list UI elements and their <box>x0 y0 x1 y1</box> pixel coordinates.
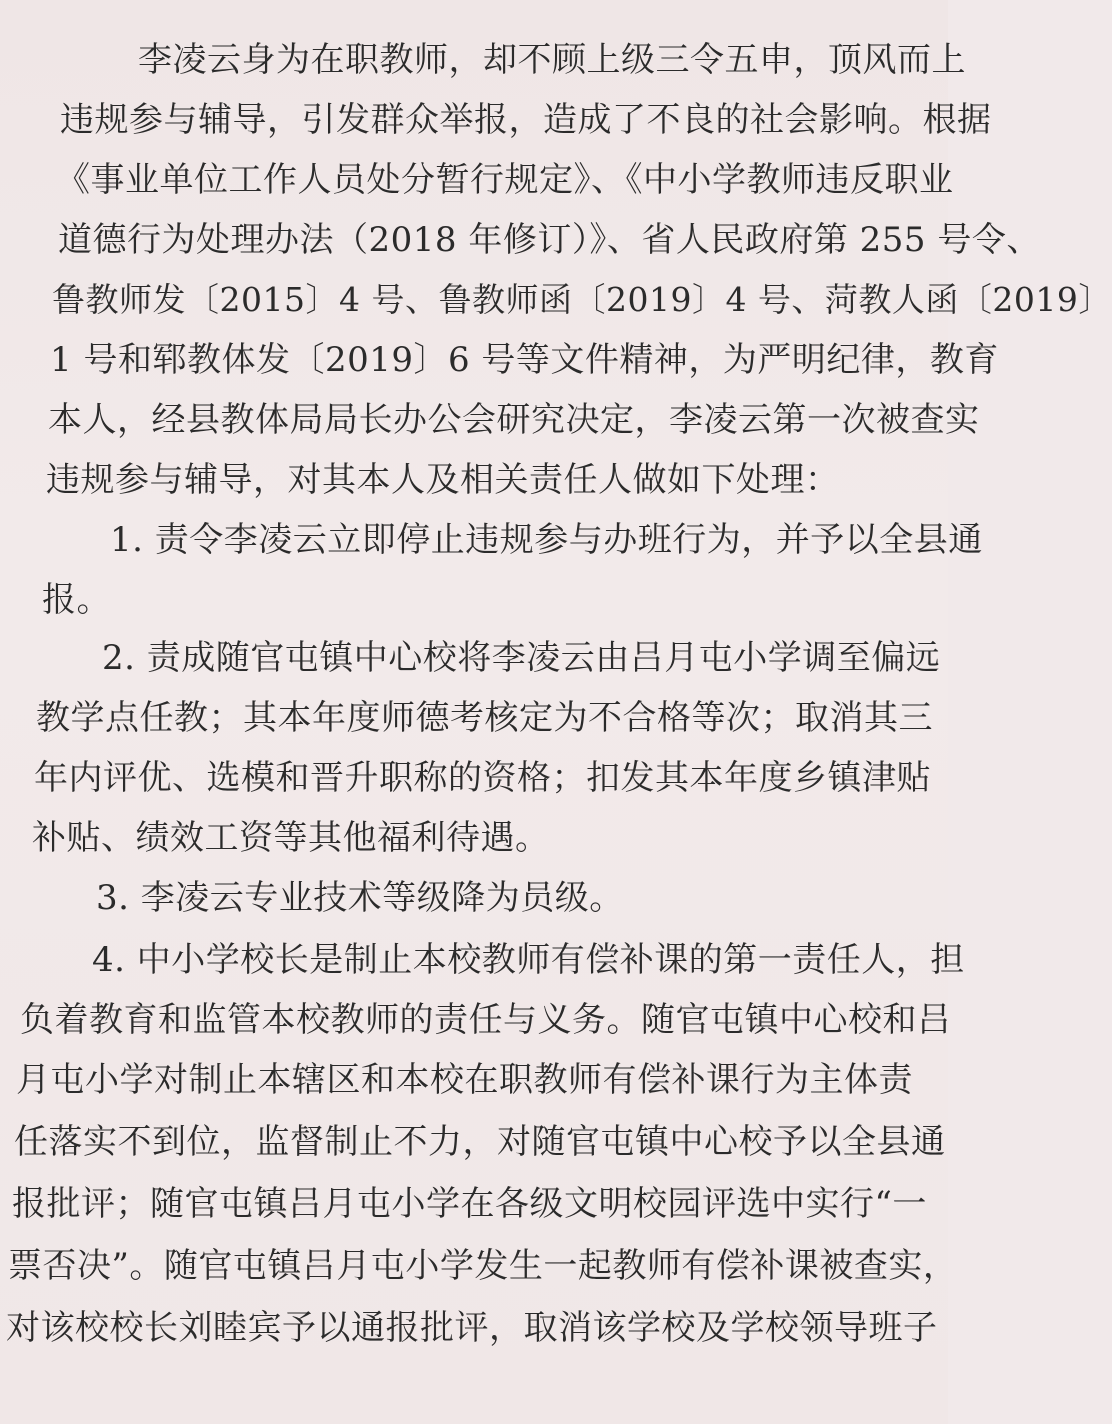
text-line: 票否决”。随官屯镇吕月屯小学发生一起教师有偿补课被查实， <box>8 1246 958 1286</box>
text-line: 《事业单位工作人员处分暂行规定》、《中小学教师违反职业 <box>56 160 954 200</box>
text-line: 违规参与辅导，引发群众举报，造成了不良的社会影响。根据 <box>60 100 992 140</box>
text-line: 负着教育和监管本校教师的责任与义务。随官屯镇中心校和吕 <box>20 1000 952 1040</box>
text-line: 1 号和郓教体发〔2019〕6 号等文件精神，为严明纪律，教育 <box>50 340 999 380</box>
text-line: 3. 李凌云专业技术等级降为员级。 <box>96 878 624 918</box>
text-line: 报批评；随官屯镇吕月屯小学在各级文明校园评选中实行“一 <box>12 1184 927 1224</box>
text-line: 报。 <box>42 580 111 620</box>
text-line: 道德行为处理办法（2018 年修订）》、省人民政府第 255 号令、 <box>58 220 1041 260</box>
text-line: 1. 责令李凌云立即停止违规参与办班行为，并予以全县通 <box>110 520 983 560</box>
text-line: 2. 责成随官屯镇中心校将李凌云由吕月屯小学调至偏远 <box>102 638 941 678</box>
text-line: 违规参与辅导，对其本人及相关责任人做如下处理： <box>46 460 840 500</box>
text-line: 月屯小学对制止本辖区和本校在职教师有偿补课行为主体责 <box>16 1060 913 1100</box>
text-line: 本人，经县教体局局长办公会研究决定，李凌云第一次被查实 <box>48 400 980 440</box>
text-line: 补贴、绩效工资等其他福利待遇。 <box>32 818 550 858</box>
text-line: 年内评优、选模和晋升职称的资格；扣发其本年度乡镇津贴 <box>34 758 931 798</box>
text-line: 教学点任教；其本年度师德考核定为不合格等次；取消其三 <box>36 698 933 738</box>
text-line: 对该校校长刘睦宾予以通报批评，取消该学校及学校领导班子 <box>6 1308 938 1348</box>
text-line: 李凌云身为在职教师，却不顾上级三令五申，顶风而上 <box>138 40 966 80</box>
text-line: 鲁教师发〔2015〕4 号、鲁教师函〔2019〕4 号、菏教人函〔2019〕 <box>52 280 1112 319</box>
text-line: 任落实不到位，监督制止不力，对随官屯镇中心校予以全县通 <box>14 1122 946 1162</box>
text-line: 4. 中小学校长是制止本校教师有偿补课的第一责任人，担 <box>92 940 965 980</box>
